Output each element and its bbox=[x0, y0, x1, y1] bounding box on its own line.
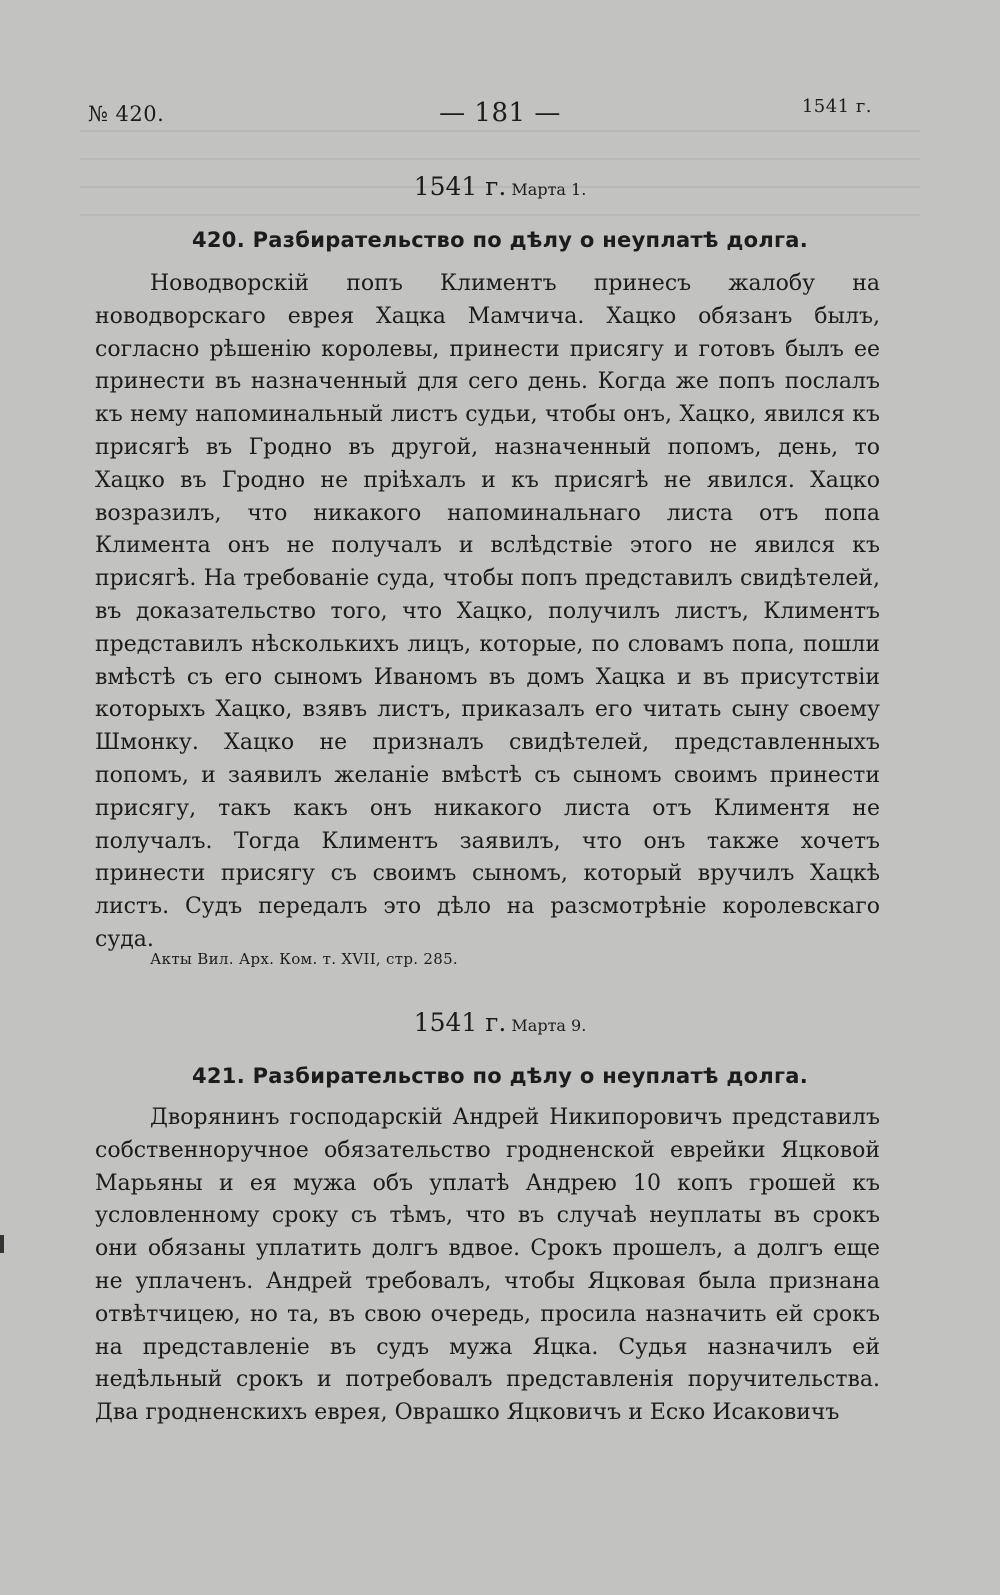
entry-421-title: 421. Разбирательство по дѣлу о неуплатѣ долга. bbox=[191, 1064, 809, 1088]
entry-420-title: 420. Разбирательство по дѣлу о неуплатѣ долга. bbox=[191, 228, 809, 252]
document-number: № 420. bbox=[88, 102, 165, 126]
entry-421-month: Марта 9. bbox=[511, 1016, 587, 1035]
header-year: 1541 г. bbox=[801, 96, 872, 117]
entry-420-source: Акты Вил. Арх. Ком. т. XVII, стр. 285. bbox=[150, 950, 458, 968]
entry-420-body: Новодворскій попъ Климентъ принесъ жалобу на новодворскаго еврея Хацка Мамчича. Хацко обязанъ былъ, согласно рѣшенію королевы, принести присягу и готовъ былъ ее принести въ назначенный для сего день. Когда же попъ послалъ къ нему напоминальный листъ судьи, чтобы онъ, Хацко, явился къ присягѣ въ Гродно въ другой, назначенный попомъ, день, то Хацко въ Гродно не пріѣхалъ и къ присягѣ не явился. Хацко возразилъ, что никакого напоминальнаго листа отъ попа Климента онъ не получалъ и вслѣдствіе этого не явился къ присягѣ. На требованіе суда, чтобы попъ представилъ свидѣтелей, въ доказательство того, что Хацко, получилъ листъ, Климентъ представилъ нѣсколькихъ лицъ, которые, по словамъ попа, пошли вмѣстѣ съ его сыномъ Иваномъ въ домъ Хацка и въ присутствіи которыхъ Хацко, взявъ листъ, приказалъ его читать сыну своему Шмонку. Хацко не призналъ свидѣтелей, представленныхъ попомъ, и заявилъ желаніе вмѣстѣ съ сыномъ своимъ принести присягу, такъ какъ онъ никакого листа отъ Климентя не получалъ. Тогда Климентъ заявилъ, что онъ также хочетъ принести присягу съ своимъ сыномъ, который вручилъ Хацкѣ листъ. Судъ передалъ это дѣло на разсмотрѣніе королевскаго суда. bbox=[95, 271, 880, 952]
entry-421-body: Дворянинъ господарскій Андрей Никипоровичъ представилъ собственноручное обязательство гродненской еврейки Яцковой Марьяны и ея мужа объ уплатѣ Андрею 10 копъ грошей къ условленному сроку съ тѣмъ, что въ случаѣ неуплаты въ срокъ они обязаны уплатить долгъ вдвое. Срокъ прошелъ, а долгъ еще не уплаченъ. Андрей требовалъ, чтобы Яцковая была признана отвѣтчицею, но та, въ свою очередь, просила назначить ей срокъ на представленіе въ судъ мужа Яцка. Судья назначилъ ей недѣльный срокъ и потребовалъ представленія поручительства. Два гродненскихъ еврея, Оврашко Яцковичъ и Еско Исаковичъ bbox=[95, 1105, 880, 1426]
entry-421-date bbox=[0, 1008, 1000, 1037]
entry-421-year: 1541 г. bbox=[413, 1008, 507, 1037]
entry-420-month: Марта 1. bbox=[511, 180, 587, 199]
entry-420-year: 1541 г. bbox=[413, 172, 507, 201]
margin-mark bbox=[0, 1235, 4, 1253]
page-number: — 181 — bbox=[439, 98, 561, 128]
entry-420-date bbox=[0, 172, 1000, 201]
